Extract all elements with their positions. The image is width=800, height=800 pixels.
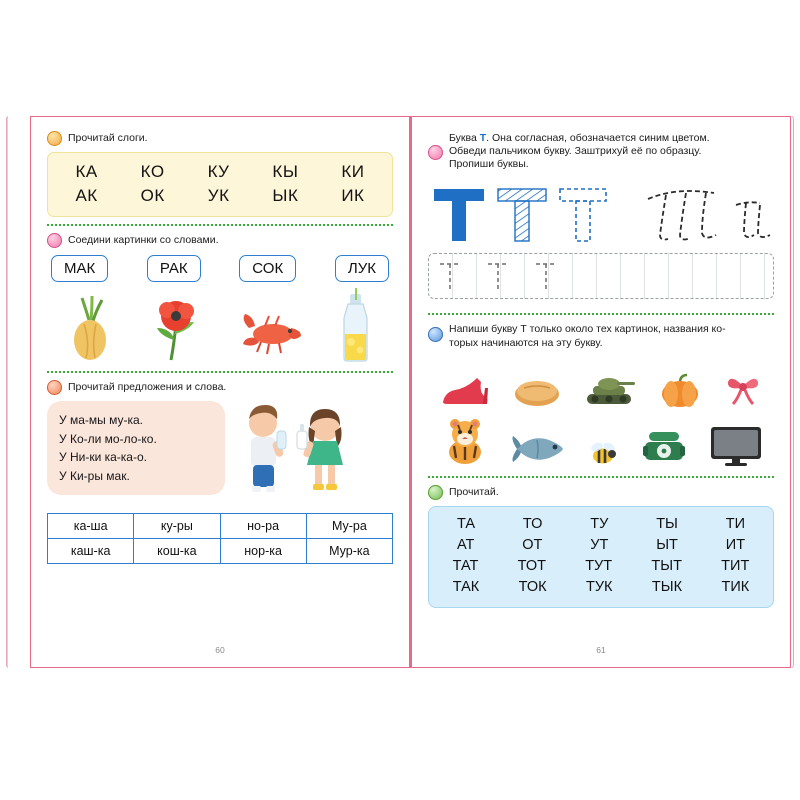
divider-dotted [47, 371, 393, 373]
reading-cell: АТ [456, 537, 475, 554]
table-cell: но-ра [220, 514, 306, 539]
syllable-cell: КА [75, 162, 98, 181]
reading-row [433, 535, 769, 556]
page-number: 61 [596, 645, 606, 655]
task-instruction-read-syllables [47, 131, 393, 146]
instruction-line-1: Напиши букву Т только около тех картинок, названия ко- [449, 323, 726, 336]
orange-circle-icon [428, 485, 443, 500]
instruction-text: Прочитай слоги. [68, 132, 148, 144]
orange-circle-icon [47, 131, 62, 146]
pink-circle-icon [47, 233, 62, 248]
crayfish-icon [235, 302, 305, 364]
reading-cell: ТИТ [721, 558, 750, 575]
word-chip-row [47, 255, 393, 282]
task-instruction-read [428, 485, 774, 500]
syllable-cell: УК [207, 186, 230, 205]
table-cell: каш-ка [48, 539, 134, 564]
pink-circle-icon [428, 145, 443, 160]
letter-t-hatched-icon [496, 185, 548, 243]
poppy-flower-icon [147, 294, 205, 364]
reading-cell: ТУТ [585, 558, 613, 575]
reading-cell: ТУК [585, 579, 613, 596]
syllable-cell: КИ [341, 162, 365, 181]
instruction-line-2: Обведи пальчиком букву. Заштрихуй её по образцу. [449, 145, 702, 158]
juice-bottle-icon [334, 290, 378, 364]
reading-row [433, 577, 769, 598]
two-children-icon [221, 401, 371, 505]
syllable-row [54, 184, 386, 208]
bread-loaf-icon [512, 374, 562, 408]
fish-icon [511, 430, 567, 468]
sentence-line: У Ки-ры мак. [59, 468, 130, 483]
task-instruction-write-letter [428, 322, 774, 349]
reading-cell: ТОТ [517, 558, 546, 575]
instruction-text: Прочитай предложения и слова. [68, 381, 227, 393]
reading-cell: ТО [522, 516, 543, 533]
onion-icon [62, 294, 118, 364]
syllable-cell: ОК [140, 186, 165, 205]
reading-cell: ИТ [725, 537, 746, 554]
reading-cell: ТИ [725, 516, 746, 533]
sentence-block [47, 401, 393, 505]
red-shoe-icon [439, 374, 491, 408]
syllable-cell: КО [140, 162, 165, 181]
reading-cell: ТЫ [656, 516, 678, 533]
word-chip[interactable]: ЛУК [335, 255, 389, 282]
divider-dotted [47, 224, 393, 226]
syllable-row [54, 160, 386, 184]
trace-letter-t-icon [535, 261, 557, 291]
table-cell: кош-ка [134, 539, 220, 564]
tv-icon [708, 424, 764, 468]
task-instruction-letter-t [428, 131, 774, 171]
reading-cell: ТОК [518, 579, 547, 596]
page-number: 60 [215, 645, 225, 655]
table-cell: Мур-ка [306, 539, 392, 564]
speech-bubble [47, 401, 225, 495]
task-instruction-match-pictures [47, 233, 393, 248]
pink-circle-icon [47, 380, 62, 395]
syllable-cell: АК [75, 186, 98, 205]
instruction-text: Соедини картинки со словами. [68, 234, 219, 246]
sentence-line: У ма-мы му-ка. [59, 413, 143, 427]
reading-cell: ТА [456, 516, 475, 533]
page-right [411, 116, 791, 668]
table-row [48, 514, 393, 539]
reading-cell: ОТ [522, 537, 543, 554]
word-table [47, 513, 393, 564]
instruction-line-3: Пропиши буквы. [449, 158, 529, 171]
instruction-suffix: . Она согласная, обозначается синим цветом. [486, 132, 710, 144]
trace-letter-t-icon [487, 261, 509, 291]
divider-dotted [428, 476, 774, 478]
reading-cell: ТУ [590, 516, 609, 533]
letter-t-solid-icon [432, 185, 486, 243]
reading-cell: УТ [590, 537, 609, 554]
picture-row-2 [428, 412, 774, 468]
table-cell: ку-ры [134, 514, 220, 539]
letter-t-cursive-icon [636, 185, 786, 243]
reading-cell: ТЫК [651, 579, 683, 596]
blue-circle-icon [428, 327, 443, 342]
tracing-letters [429, 254, 773, 298]
reading-cell: ТАТ [452, 558, 479, 575]
reading-cell: ТИК [721, 579, 750, 596]
picture-row-1 [428, 356, 774, 408]
divider-dotted [428, 313, 774, 315]
reading-cell: ЫТ [656, 537, 678, 554]
table-row [48, 539, 393, 564]
sentence-line: У Ко-ли мо-ло-ко. [59, 431, 157, 446]
pumpkin-icon [658, 372, 702, 408]
word-chip[interactable]: РАК [147, 255, 201, 282]
bee-icon [586, 438, 620, 468]
tiger-icon [438, 418, 492, 468]
reading-row [433, 556, 769, 577]
letter-highlight: Т [479, 132, 487, 144]
syllable-cell: КУ [207, 162, 230, 181]
instruction-line-2: торых начинаются на эту букву. [449, 336, 603, 349]
syllable-cell: КЫ [272, 162, 299, 181]
letter-t-outline-icon [558, 185, 608, 243]
spread-pages [8, 116, 792, 668]
table-cell: нор-ка [220, 539, 306, 564]
instruction-prefix: Буква [449, 132, 480, 144]
task-instruction-read-sentences [47, 380, 393, 395]
syllable-box [47, 152, 393, 217]
table-cell: ка-ша [48, 514, 134, 539]
sentence-line: У Ни-ки ка-ка-о. [59, 450, 147, 465]
reading-row [433, 514, 769, 535]
instruction-line-1 [449, 132, 710, 144]
letter-demo-row [428, 181, 774, 243]
telephone-icon [639, 426, 689, 468]
tank-icon [583, 374, 637, 408]
syllable-cell: ИК [341, 186, 365, 205]
bow-gift-icon [723, 372, 763, 408]
picture-row [47, 288, 393, 364]
reading-box [428, 506, 774, 608]
instruction-text: Прочитай. [449, 485, 499, 498]
tracing-practice-box[interactable] [428, 253, 774, 299]
page-left [30, 116, 410, 668]
word-chip[interactable]: МАК [51, 255, 108, 282]
syllable-cell: ЫК [272, 186, 299, 205]
reading-cell: ТАК [452, 579, 480, 596]
table-cell: Му-ра [306, 514, 392, 539]
trace-letter-t-icon [439, 261, 461, 291]
word-chip[interactable]: СОК [239, 255, 296, 282]
reading-cell: ТЫТ [651, 558, 682, 575]
